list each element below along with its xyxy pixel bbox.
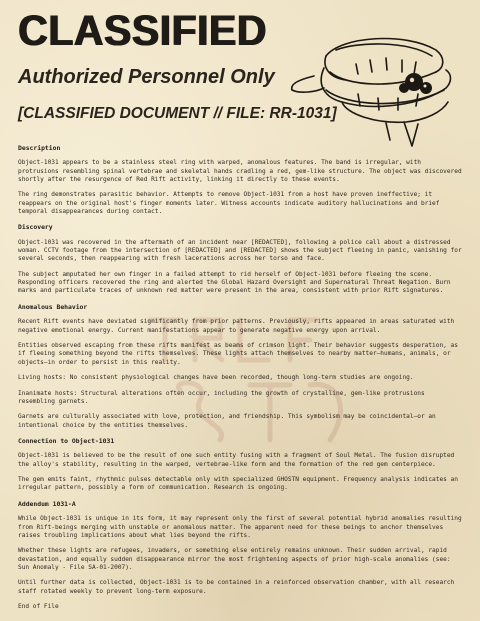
document-body	[18, 144, 464, 619]
document-subtitle: Authorized Personnel Only	[18, 66, 275, 88]
paragraph: Entities observed escaping from these rifts manifest as beams of crimson light. Their behavior suggests desperation, as if fleeing something beyond the rifts themselves. These lights attach themselves to nearby matter—humans, animals, or objects—in order to persist in this reality.	[18, 341, 458, 366]
paragraph: Living hosts: No consistent physiological changes have been recorded, though long-term studies are ongoing.	[18, 374, 414, 382]
section-heading: Discovery	[18, 223, 53, 232]
paragraph: Garnets are culturally associated with love, protection, and friendship. This symbolism may be coincidental—or an intentional choice by the entities themselves.	[18, 413, 436, 429]
end-of-file-note: End of File	[18, 603, 59, 611]
ring-sketch-icon	[286, 28, 458, 148]
paragraph: Until further data is collected, Object-1031 is to be contained in a reinforced observation chamber, with all research staff rotated weekly to prevent long-term exposure.	[18, 579, 455, 595]
section-heading: Description	[18, 144, 61, 152]
paragraph: Object-1031 appears to be a stainless steel ring with warped, anomalous features. The band is irregular, with protrusions resembling spinal vertebrae and skeletal hands cradling a red, gem-like structure. The object was discovered shortly after the resurgence of Red Rift activity, linking it directly to these events.	[18, 159, 462, 183]
section-heading: Anomalous Behavior	[18, 302, 88, 311]
paragraph: Object-1031 was recovered in the aftermath of an incident near [REDACTED], following a police call about a distressed woman. CCTV footage from the intersection of [REDACTED] and [REDACTED] shows the subject fleeing in panic, vanishing for several seconds, then reappearing with fresh lacerations across her torso and face.	[18, 238, 462, 263]
paragraph: Object-1031 is believed to be the result of one such entity fusing with a fragment of Soul Metal. The fusion disrupted the alloy's stability, resulting in the warped, vertebrae-like form and the formation of the red gem centerpiece.	[18, 452, 455, 468]
paragraph: Recent Rift events have deviated significantly from prior patterns. Previously, rifts appeared in areas saturated with negative emotional energy. Current manifestations appear to generate negative energy upon arrival.	[18, 318, 455, 334]
section-heading: Addendum 1031-A	[18, 499, 76, 508]
paragraph: Inanimate hosts: Structural alterations often occur, including the growth of crystalline, gem-like protrusions resembling garnets.	[18, 389, 425, 405]
section-heading: Connection to Object-1031	[18, 437, 115, 446]
paragraph: Whether these lights are refugees, invaders, or something else entirely remains unknown. Their sudden arrival, rapid devastation, and equally sudden disappearance mirror the most frightening aspects of prior high-scale anomalies (see: Sun Anomaly - File SA-01-2007).	[18, 547, 451, 571]
paragraph: The ring demonstrates parasitic behavior. Attempts to remove Object-1031 from a host have proven ineffective; it reappears on the original host's finger moments later. Witness accounts indicate auditory hallucinations and brief temporal disappearances during contact.	[18, 191, 440, 215]
paragraph: The gem emits faint, rhythmic pulses detectable only with specialized GHOSTN equipment. Frequency analysis indicates an irregular pattern, possibly a form of communication. Research is ongoing.	[18, 476, 458, 492]
paragraph: The subject amputated her own finger in a failed attempt to rid herself of Object-1031 before fleeing the scene. Responding officers recovered the ring and alerted the Global Hazard Oversight and Supernatural Threat Negation. Burn marks and particulate traces of unknown red matter were present in the area, consistent with prior Rift signatures.	[18, 270, 451, 295]
file-reference: [CLASSIFIED DOCUMENT // FILE: RR-1031]	[18, 105, 337, 122]
paragraph: While Object-1031 is unique in its form, it may represent only the first of several potential hybrid anomalies resulting from Rift-beings merging with unstable or anomalous matter. The apparent need for these beings to anchor themselves raises troubling implications about what lies beyond the rifts.	[18, 515, 462, 539]
document-title: CLASSIFIED	[18, 6, 267, 55]
